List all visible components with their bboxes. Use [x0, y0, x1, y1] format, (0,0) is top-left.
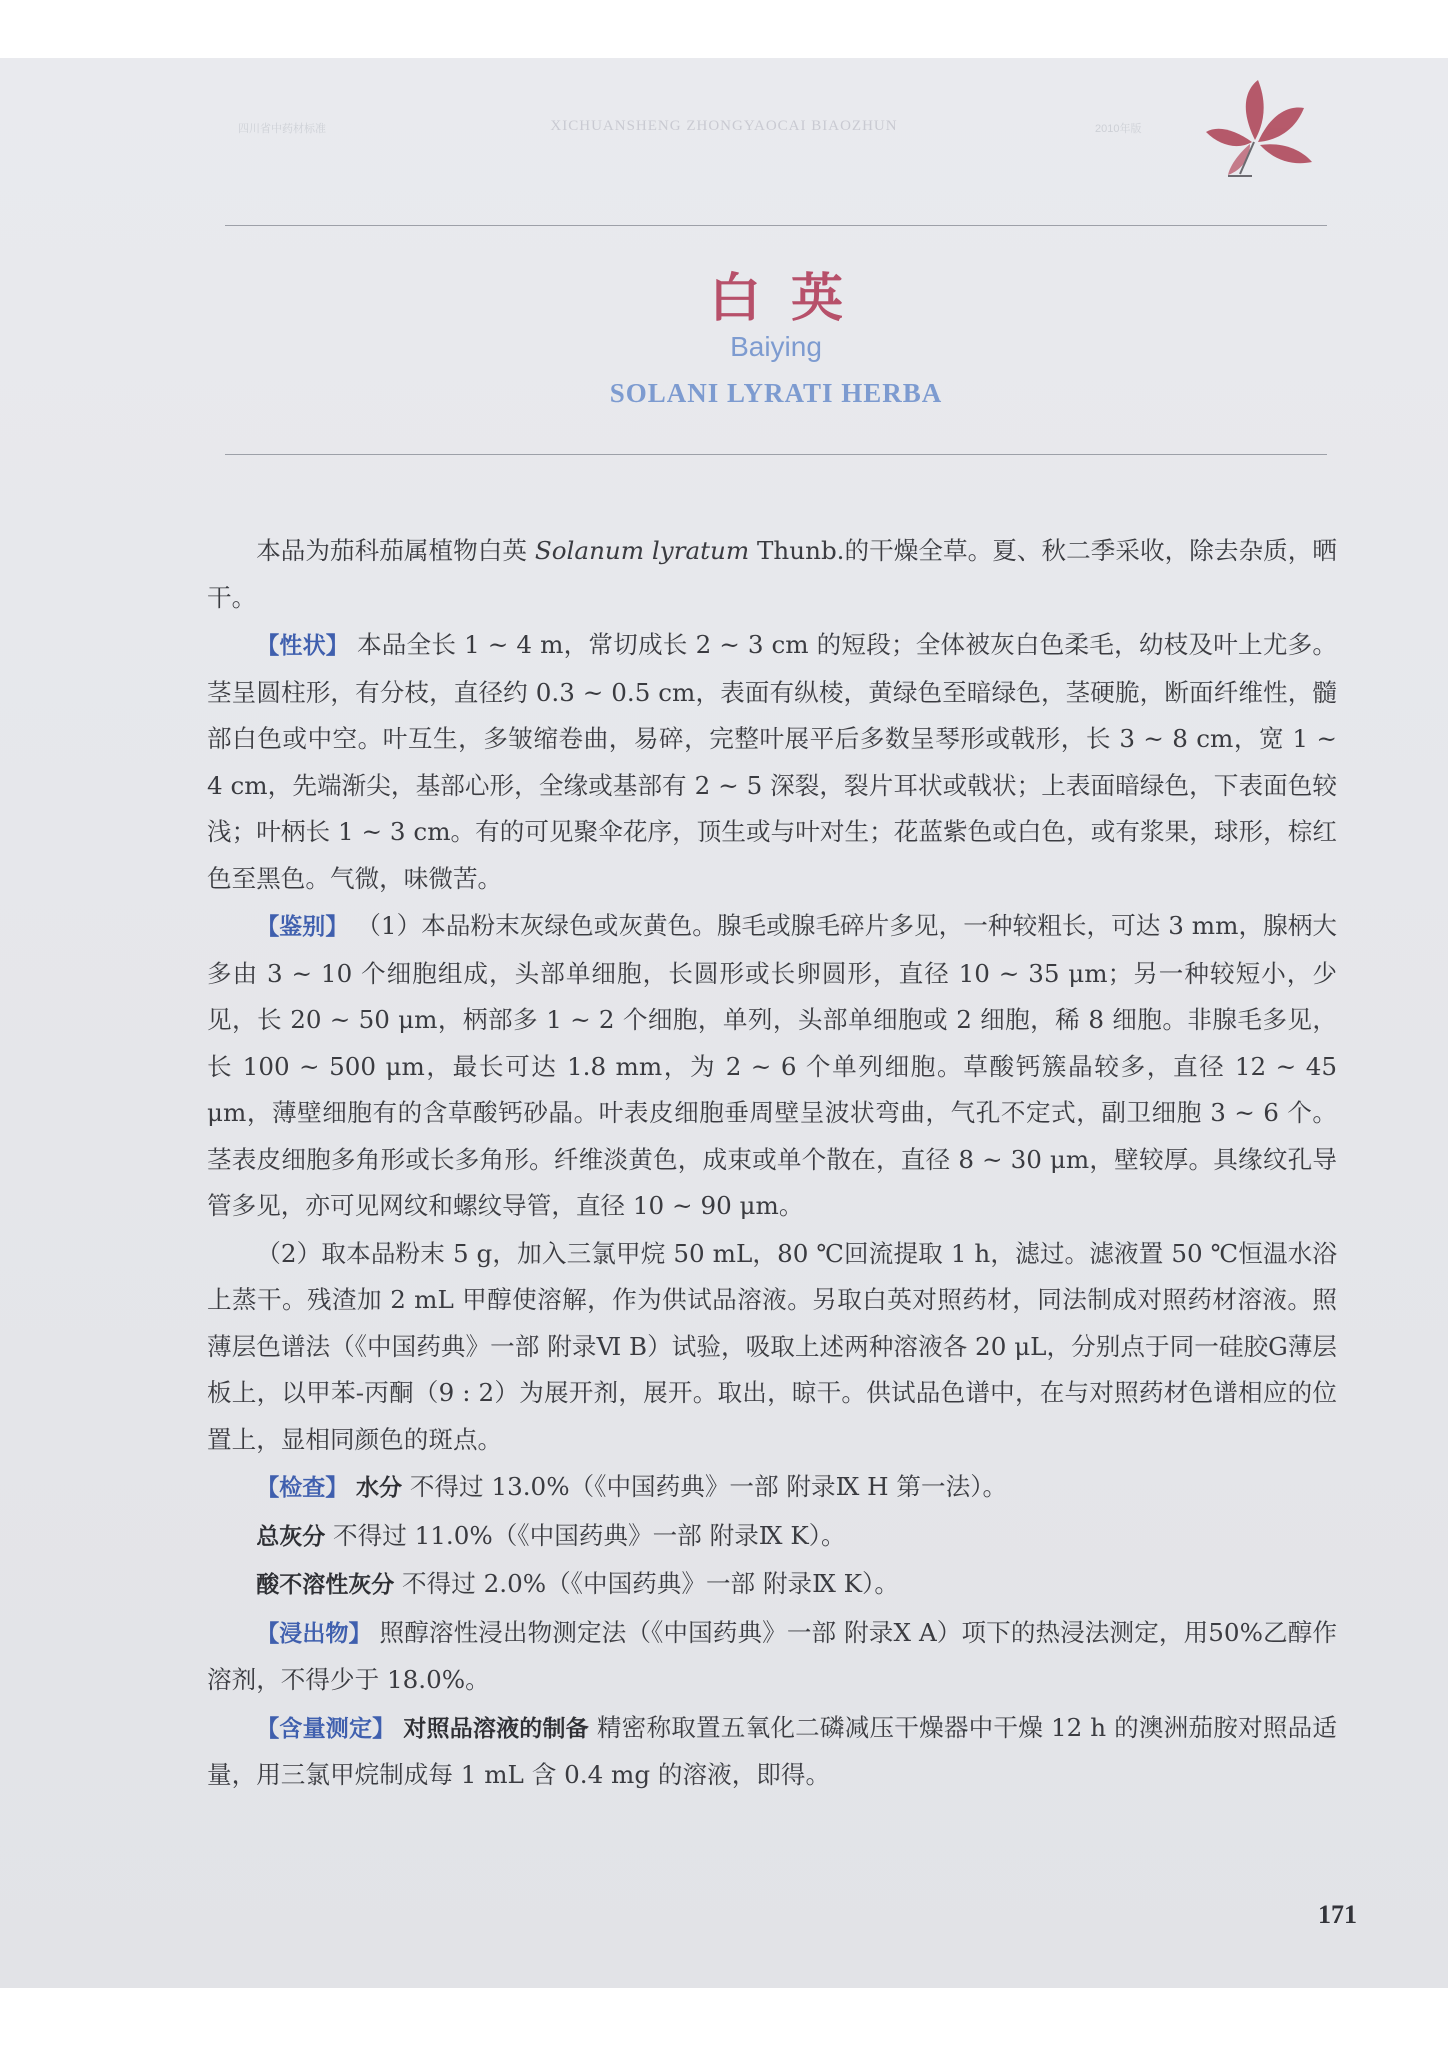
- section-xingzhuang: [207, 622, 1337, 902]
- species-name: Solanum lyratum: [534, 536, 750, 565]
- ash-label: 总灰分: [256, 1523, 326, 1550]
- section-tag-jinchuwu: 【浸出物】: [256, 1620, 372, 1647]
- acid-ash-text: 不得过 2.0%（《中国药典》一部 附录Ⅸ K）。: [394, 1569, 899, 1598]
- jinchuwu-text: 照醇溶性浸出物测定法（《中国药典》一部 附录Ⅹ A）项下的热浸法测定，用50%乙醇作溶剂，不得少于 18.0%。: [207, 1617, 1337, 1694]
- monograph-body: [207, 528, 1337, 1800]
- section-jiancha-acid: [207, 1561, 1337, 1609]
- section-jinchuwu: [207, 1610, 1337, 1704]
- hanliang-text: 精密称取置五氧化二磷减压干燥器中干燥 12 h 的澳洲茄胺对照品适量，用三氯甲烷制成每 1 mL 含 0.4 mg 的溶液，即得。: [207, 1712, 1338, 1789]
- section-tag-hanliang: 【含量测定】: [256, 1715, 396, 1742]
- section-tag-xingzhuang: 【性状】: [256, 633, 349, 659]
- section-tag-jianbie: 【鉴别】: [256, 914, 349, 940]
- header-right-text: 2010年版: [1095, 123, 1142, 135]
- jianbie-text-2: （2）取本品粉末 5 g，加入三氯甲烷 50 mL，80 ℃回流提取 1 h，滤过。滤液置 50 ℃恒温水浴上蒸干。残渣加 2 mL 甲醇使溶解，作为供试品溶液。另取白英对照药材，同法制成对照药材溶液。照薄层色谱法（《中国药典》一部 附录Ⅵ B）试验，吸取上述两种溶液各 20 μL，分别点于同一硅胶G薄层板上，以甲苯-丙酮（9 : 2）为展开剂，展开。取出，晾干。供试品色谱中，在与对照药材色谱相应的位置上，显相同颜色的斑点。: [207, 1238, 1337, 1454]
- section-jianbie-1: [207, 903, 1337, 1230]
- title-block: [225, 225, 1327, 455]
- section-tag-jiancha: 【检查】: [256, 1475, 349, 1501]
- reference-solution-label: 对照品溶液的制备: [403, 1715, 589, 1742]
- title-pinyin: Baiying: [730, 331, 822, 362]
- section-jiancha-ash: [207, 1513, 1337, 1561]
- section-jianbie-2: [207, 1231, 1337, 1464]
- section-hanliang: [207, 1705, 1337, 1799]
- page-number: 171: [1318, 1900, 1357, 1929]
- xingzhuang-text: 本品全长 1 ~ 4 m，常切成长 2 ~ 3 cm 的短段；全体被灰白色柔毛，幼枝及叶上尤多。茎呈圆柱形，有分枝，直径约 0.3 ~ 0.5 cm，表面有纵棱，黄绿色至暗绿色，茎硬脆，断面纤维性，髓部白色或中空。叶互生，多皱缩卷曲，易碎，完整叶展平后多数呈琴形或戟形，长 3 ~ 8 cm，宽 1 ~ 4 cm，先端渐尖，基部心形，全缘或基部有 2 ~ 5 深裂，裂片耳状或戟状；上表面暗绿色，下表面色较浅；叶柄长 1 ~ 3 cm。有的可见聚伞花序，顶生或与叶对生；花蓝紫色或白色，或有浆果，球形，棕红色至黑色。气微，味微苦。: [207, 630, 1337, 893]
- running-header: XICHUANSHENG ZHONGYAOCAI BIAOZHUN: [550, 118, 898, 134]
- jianbie-text-1: （1）本品粉末灰绿色或灰黄色。腺毛或腺毛碎片多见，一种较粗长，可达 3 mm，腺柄大多由 3 ~ 10 个细胞组成，头部单细胞，长圆形或长卵圆形，直径 10 ~ 35 μm；另一种较短小，少见，长 20 ~ 50 μm，柄部多 1 ~ 2 个细胞，单列，头部单细胞或 2 细胞，稀 8 细胞。非腺毛多见，长 100 ~ 500 μm，最长可达 1.8 mm，为 2 ~ 6 个单列细胞。草酸钙簇晶较多，直径 12 ~ 45 μm，薄壁细胞有的含草酸钙砂晶。叶表皮细胞垂周壁呈波状弯曲，气孔不定式，副卫细胞 3 ~ 6 个。茎表皮细胞多角形或长多角形。纤维淡黄色，成束或单个散在，直径 8 ~ 30 μm，壁较厚。具缘纹孔导管多见，亦可见网纹和螺纹导管，直径 10 ~ 90 μm。: [207, 911, 1337, 1220]
- acid-ash-label: 酸不溶性灰分: [256, 1572, 395, 1598]
- water-label: 水分: [356, 1475, 403, 1501]
- section-jiancha-water: [207, 1464, 1337, 1512]
- intro-text-post: Thunb.的干燥全草。夏、秋二季采收，除去杂质，晒干。: [207, 536, 1337, 612]
- water-text: 不得过 13.0%（《中国药典》一部 附录Ⅸ H 第一法）。: [402, 1472, 1008, 1501]
- intro-paragraph: [207, 528, 1337, 621]
- leaf-logo-icon: [1200, 70, 1320, 180]
- intro-text-pre: 本品为茄科茄属植物白英: [256, 536, 535, 565]
- header-left-text: 四川省中药材标准: [238, 123, 326, 135]
- title-chinese: 白英: [708, 268, 873, 329]
- ash-text: 不得过 11.0%（《中国药典》一部 附录Ⅸ K）。: [325, 1520, 846, 1550]
- title-latin: SOLANI LYRATI HERBA: [609, 378, 943, 408]
